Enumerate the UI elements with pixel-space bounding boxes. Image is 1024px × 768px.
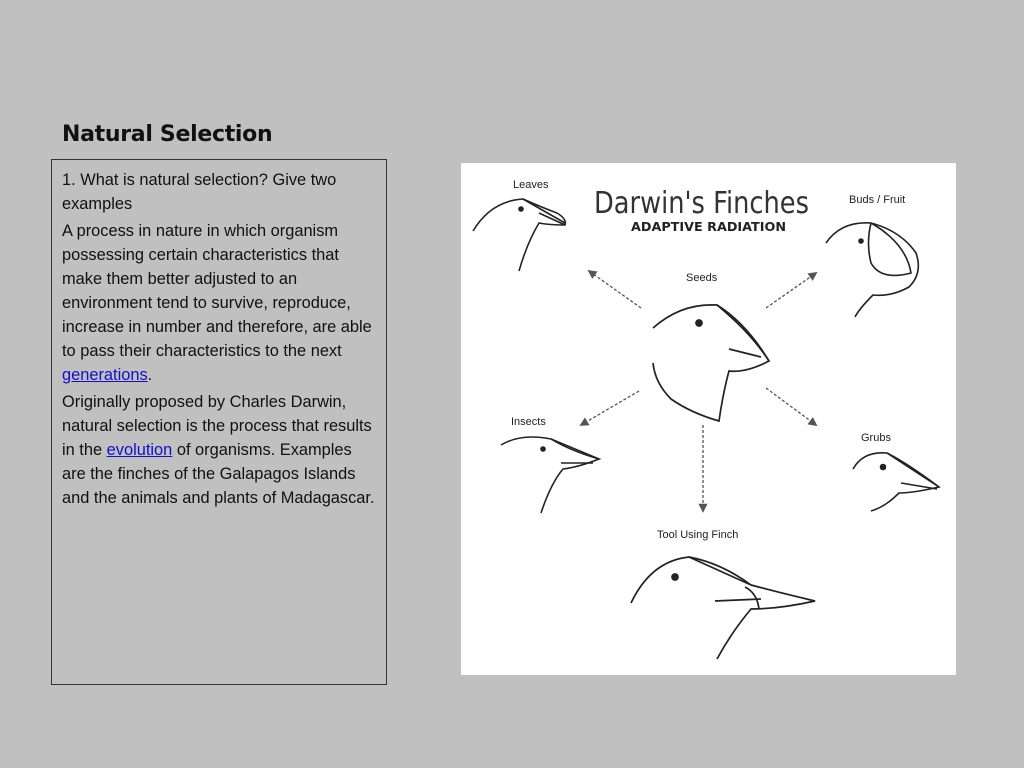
- finch-insects-sketch: [501, 437, 599, 513]
- paragraph-definition: [62, 219, 378, 387]
- question-text: 1. What is natural selection? Give two examples: [62, 171, 337, 213]
- definition-end: .: [147, 366, 153, 384]
- origin-end: of organisms. Examples are the finches of the Galapagos Islands and the animals and plants of Madagascar.: [62, 441, 375, 507]
- finch-tool-sketch: [631, 557, 815, 659]
- label-buds: Buds / Fruit: [849, 194, 906, 206]
- arrow-to-buds: [766, 273, 816, 308]
- generations-link[interactable]: generations: [62, 366, 148, 384]
- label-tool: Tool Using Finch: [657, 529, 739, 541]
- finch-grubs-sketch: [853, 453, 939, 511]
- finches-illustration: [461, 163, 956, 675]
- label-insects: Insects: [511, 416, 546, 428]
- figure-title: Darwin's Finches: [594, 186, 809, 221]
- finch-buds-sketch: [826, 223, 918, 317]
- label-grubs: Grubs: [861, 432, 891, 444]
- finch-leaves-sketch: [473, 199, 565, 271]
- label-seeds: Seeds: [686, 272, 718, 284]
- evolution-link[interactable]: evolution: [106, 441, 173, 459]
- finches-figure: [461, 163, 956, 675]
- arrow-to-insects: [581, 391, 639, 425]
- figure-subtitle: ADAPTIVE RADIATION: [631, 220, 786, 234]
- arrow-to-leaves: [589, 271, 641, 308]
- label-leaves: Leaves: [513, 179, 549, 191]
- arrow-to-grubs: [766, 388, 816, 425]
- definition-text: A process in nature in which organism possessing certain characteristics that make them better adjusted to an environment tend to survive, reproduce, increase in number and therefore, are able to pass their characteristics to the next: [62, 222, 372, 360]
- finch-seeds-sketch: [653, 305, 769, 421]
- paragraph-origin: [62, 390, 378, 510]
- text-box: [51, 159, 387, 685]
- slide-title: Natural Selection: [62, 122, 273, 147]
- origin-text: Originally proposed by Charles Darwin, natural selection is the process that results in the: [62, 393, 372, 459]
